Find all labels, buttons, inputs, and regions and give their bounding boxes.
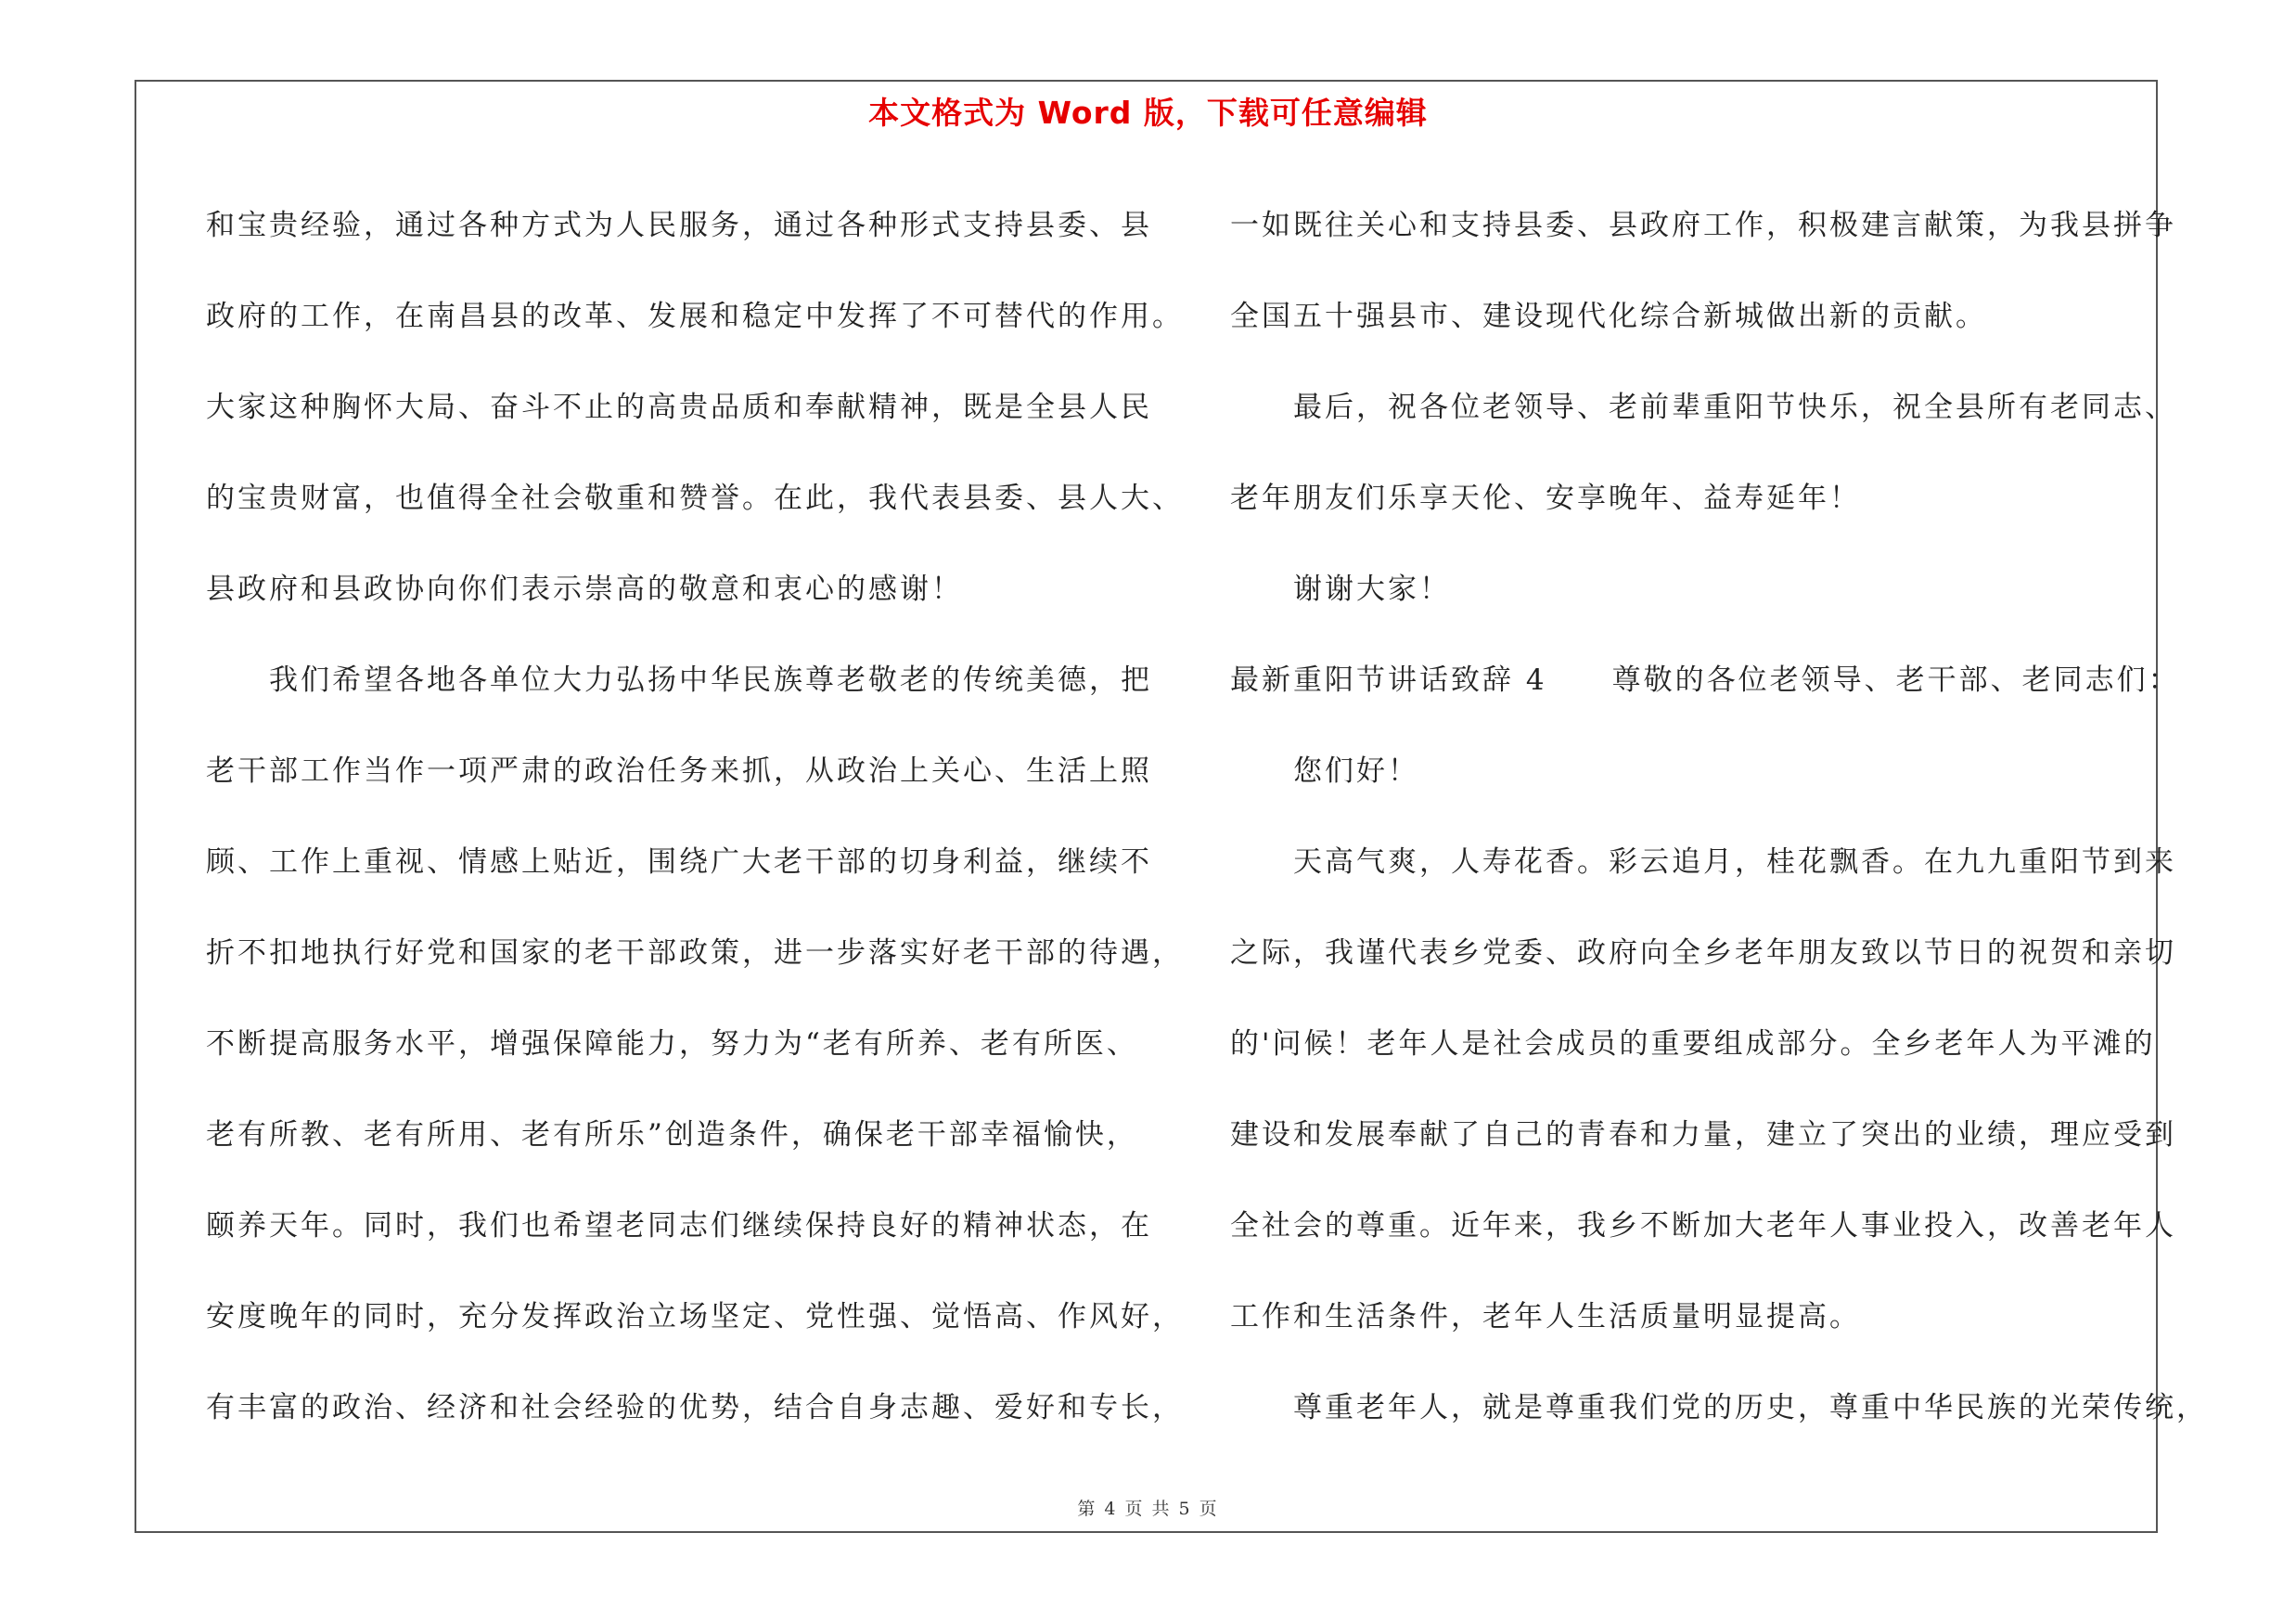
text-line: 全国五十强县市、建设现代化综合新城做出新的贡献。	[1230, 300, 1987, 333]
text-line: 政府的工作，在南昌县的改革、发展和稳定中发挥了不可替代的作用。	[206, 300, 1184, 333]
text-line: 顾、工作上重视、情感上贴近，围绕广大老干部的切身利益，继续不	[206, 845, 1152, 879]
text-line: 老年朋友们乐享天伦、安享晚年、益寿延年！	[1230, 482, 1861, 515]
text-line: 老有所教、老有所用、老有所乐”创造条件，确保老干部幸福愉快，	[206, 1118, 1138, 1152]
text-line: 和宝贵经验，通过各种方式为人民服务，通过各种形式支持县委、县	[206, 209, 1152, 242]
speech-heading-line	[1230, 635, 2180, 726]
paragraph-start-line: 天高气爽，人寿花香。彩云追月，桂花飘香。在九九重阳节到来	[1293, 845, 2176, 879]
paragraph-start-line: 尊重老年人，就是尊重我们党的历史，尊重中华民族的光荣传统，	[1293, 1391, 2208, 1424]
text-line: 建设和发展奉献了自己的青春和力量，建立了突出的业绩，理应受到	[1230, 1118, 2176, 1152]
page-number-footer: 第 4 页 共 5 页	[1077, 1499, 1219, 1519]
text-line: 折不扣地执行好党和国家的老干部政策，进一步落实好老干部的待遇，	[206, 936, 1184, 970]
speech-salutation: 尊敬的各位老领导、老干部、老同志们：	[1611, 663, 2180, 697]
paragraph-start-line: 我们希望各地各单位大力弘扬中华民族尊老敬老的传统美德，把	[269, 663, 1152, 697]
text-line: 工作和生活条件，老年人生活质量明显提高。	[1230, 1300, 1861, 1333]
text-line: 不断提高服务水平，增强保障能力，努力为“老有所养、老有所医、	[206, 1027, 1138, 1061]
text-line: 老干部工作当作一项严肃的政治任务来抓，从政治上关心、生活上照	[206, 754, 1152, 788]
closing-thanks-line: 谢谢大家！	[1293, 573, 1451, 606]
paragraph-start-line: 最后，祝各位老领导、老前辈重阳节快乐，祝全县所有老同志、	[1293, 391, 2176, 424]
text-line: 的宝贵财富，也值得全社会敬重和赞誉。在此，我代表县委、县人大、	[206, 482, 1184, 515]
text-line: 有丰富的政治、经济和社会经验的优势，结合自身志趣、爱好和专长，	[206, 1391, 1184, 1424]
text-line: 全社会的尊重。近年来，我乡不断加大老年人事业投入，改善老年人	[1230, 1209, 2176, 1243]
left-column	[206, 180, 1184, 1453]
format-notice-banner: 本文格式为 Word 版，下载可任意编辑	[868, 95, 1428, 131]
right-column	[1230, 180, 2208, 1453]
text-line: 一如既往关心和支持县委、县政府工作，积极建言献策，为我县拼争	[1230, 209, 2176, 242]
text-line: 安度晚年的同时，充分发挥政治立场坚定、党性强、觉悟高、作风好，	[206, 1300, 1184, 1333]
text-line: 之际，我谨代表乡党委、政府向全乡老年朋友致以节日的祝贺和亲切	[1230, 936, 2176, 970]
text-line: 大家这种胸怀大局、奋斗不止的高贵品质和奉献精神，既是全县人民	[206, 391, 1152, 424]
text-line: 颐养天年。同时，我们也希望老同志们继续保持良好的精神状态，在	[206, 1209, 1152, 1243]
text-line: 的'问候！老年人是社会成员的重要组成部分。全乡老年人为平滩的	[1230, 1027, 2156, 1061]
text-line: 县政府和县政协向你们表示崇高的敬意和衷心的感谢！	[206, 573, 963, 606]
speech-title: 最新重阳节讲话致辞 4	[1230, 663, 1547, 697]
greeting-line: 您们好！	[1293, 754, 1419, 788]
